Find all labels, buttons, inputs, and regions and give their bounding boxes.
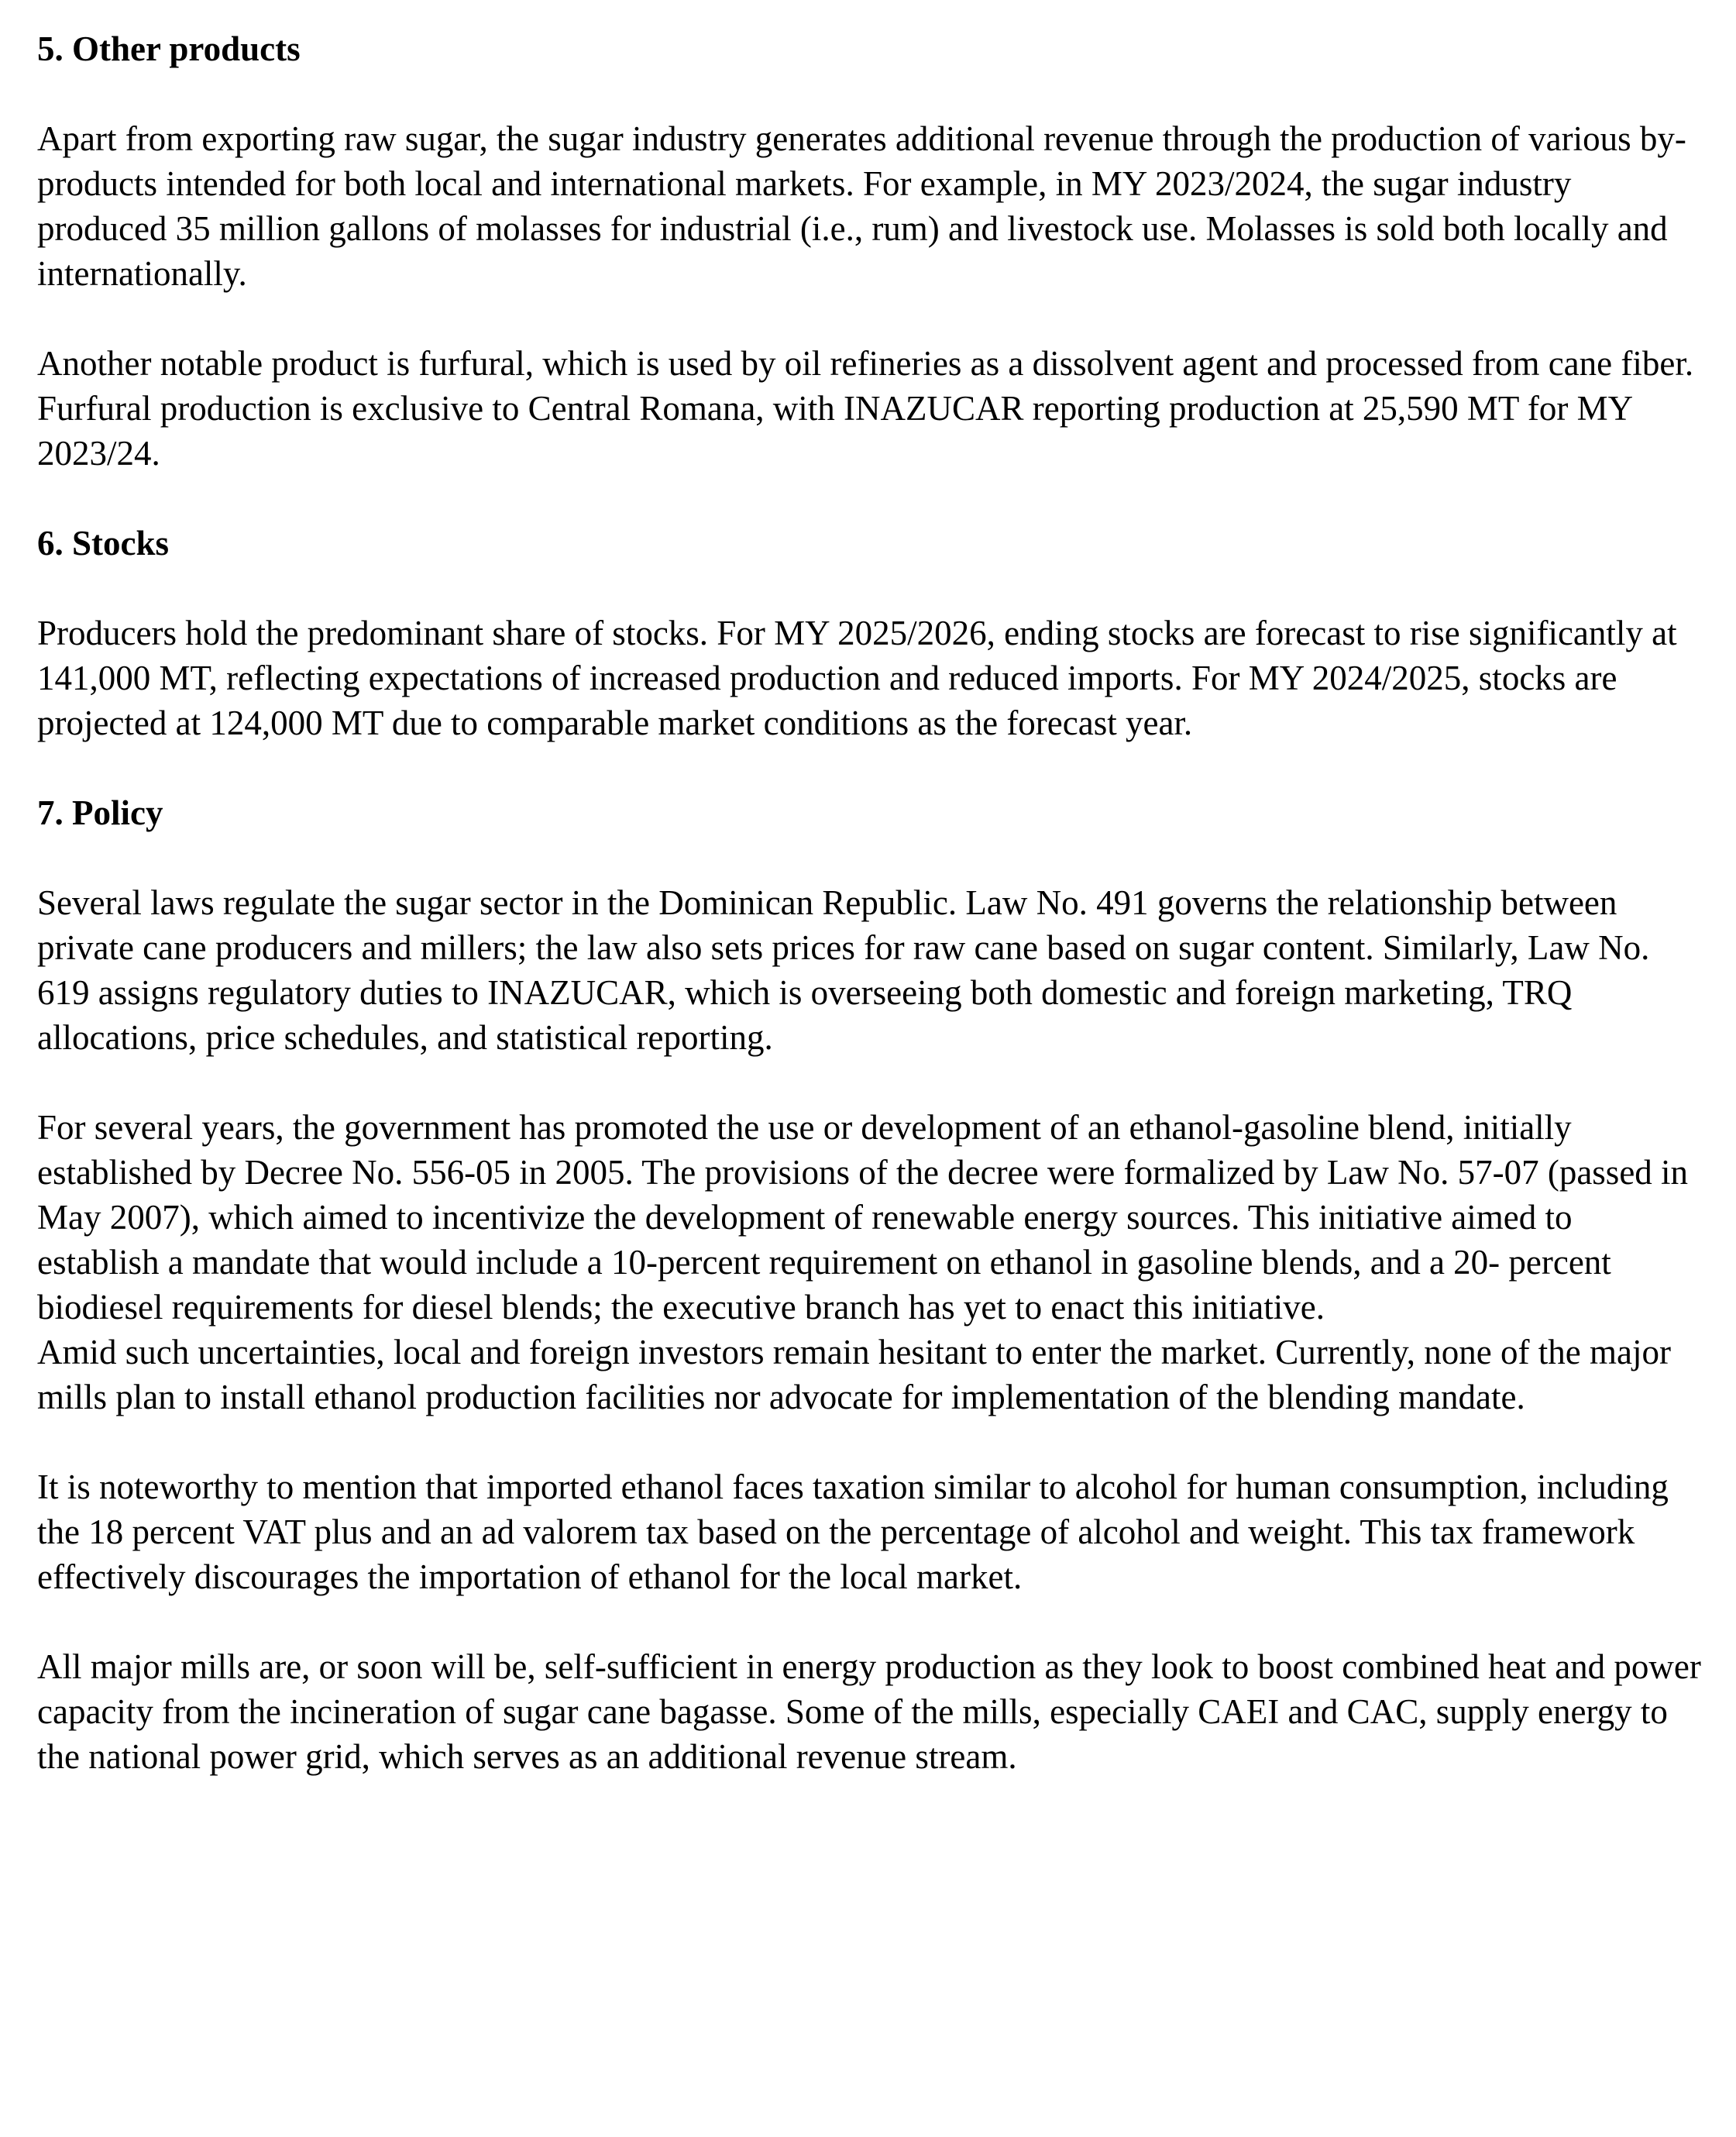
paragraph-by-products: Apart from exporting raw sugar, the sugar industry generates additional revenue through the production of various by-products intended for both local and international markets. For example, in MY 2023/2024, the sugar industry produced 35 million gallons of molasses for industrial (i.e., rum) and livestock use. Molasses is sold both locally and internationally. <box>37 119 1686 293</box>
paragraph-furfural: Another notable product is furfural, which is used by oil refineries as a dissolvent agent and processed from cane fiber. Furfural production is exclusive to Central Romana, with INAZUCAR reporting production at 25,590 MT for MY 2023/24. <box>37 344 1694 473</box>
spacer <box>37 71 1703 116</box>
paragraph-stocks: Producers hold the predominant share of stocks. For MY 2025/2026, ending stocks are forecast to rise significantly at 141,000 MT, reflecting expectations of increased production and reduced imports. For MY 2024/2025, stocks are projected at 124,000 MT due to comparable market conditions as the forecast year. <box>37 614 1677 742</box>
paragraph-ethanol-blend: For several years, the government has promoted the use or development of an ethanol-gasoline blend, initially established by Decree No. 556-05 in 2005. The provisions of the decree were formalized by Law No. 57-07 (passed in May 2007), which aimed to incentivize the development of renewable energy sources. This initiative aimed to establish a mandate that would include a 10-percent requirement on ethanol in gasoline blends, and a 20- percent biodiesel requirements for diesel blends; the executive branch has yet to enact this initiative. <box>37 1108 1689 1327</box>
section-heading-other-products: 5. Other products <box>37 29 301 68</box>
paragraph-investors: Amid such uncertainties, local and foreign investors remain hesitant to enter the market. Currently, none of the major mills plan to install ethanol production facilities nor advocate for implementation of the blending mandate. <box>37 1333 1671 1416</box>
spacer <box>37 476 1703 521</box>
paragraph-energy: All major mills are, or soon will be, self-sufficient in energy production as they look to boost combined heat and power capacity from the incineration of sugar cane bagasse. Some of the mills, especially CAEI and CAC, supply energy to the national power grid, which serves as an additional revenue stream. <box>37 1647 1701 1776</box>
spacer <box>37 1420 1703 1464</box>
paragraph-laws: Several laws regulate the sugar sector in the Dominican Republic. Law No. 491 governs the relationship between private cane producers and millers; the law also sets prices for raw cane based on sugar content. Similarly, Law No. 619 assigns regulatory duties to INAZUCAR, which is overseeing both domestic and foreign marketing, TRQ allocations, price schedules, and statistical reporting. <box>37 883 1650 1057</box>
section-heading-policy: 7. Policy <box>37 793 163 832</box>
spacer <box>37 745 1703 790</box>
paragraph-ethanol-tax: It is noteworthy to mention that imported ethanol faces taxation similar to alcohol for human consumption, including the 18 percent VAT plus and an ad valorem tax based on the percentage of alcohol and weight. This tax framework effectively discourages the importation of ethanol for the local market. <box>37 1468 1669 1596</box>
spacer <box>37 835 1703 880</box>
spacer <box>37 1599 1703 1644</box>
spacer <box>37 1060 1703 1105</box>
spacer <box>37 296 1703 341</box>
document-page <box>37 26 1703 1779</box>
section-heading-stocks: 6. Stocks <box>37 524 170 563</box>
spacer <box>37 566 1703 611</box>
